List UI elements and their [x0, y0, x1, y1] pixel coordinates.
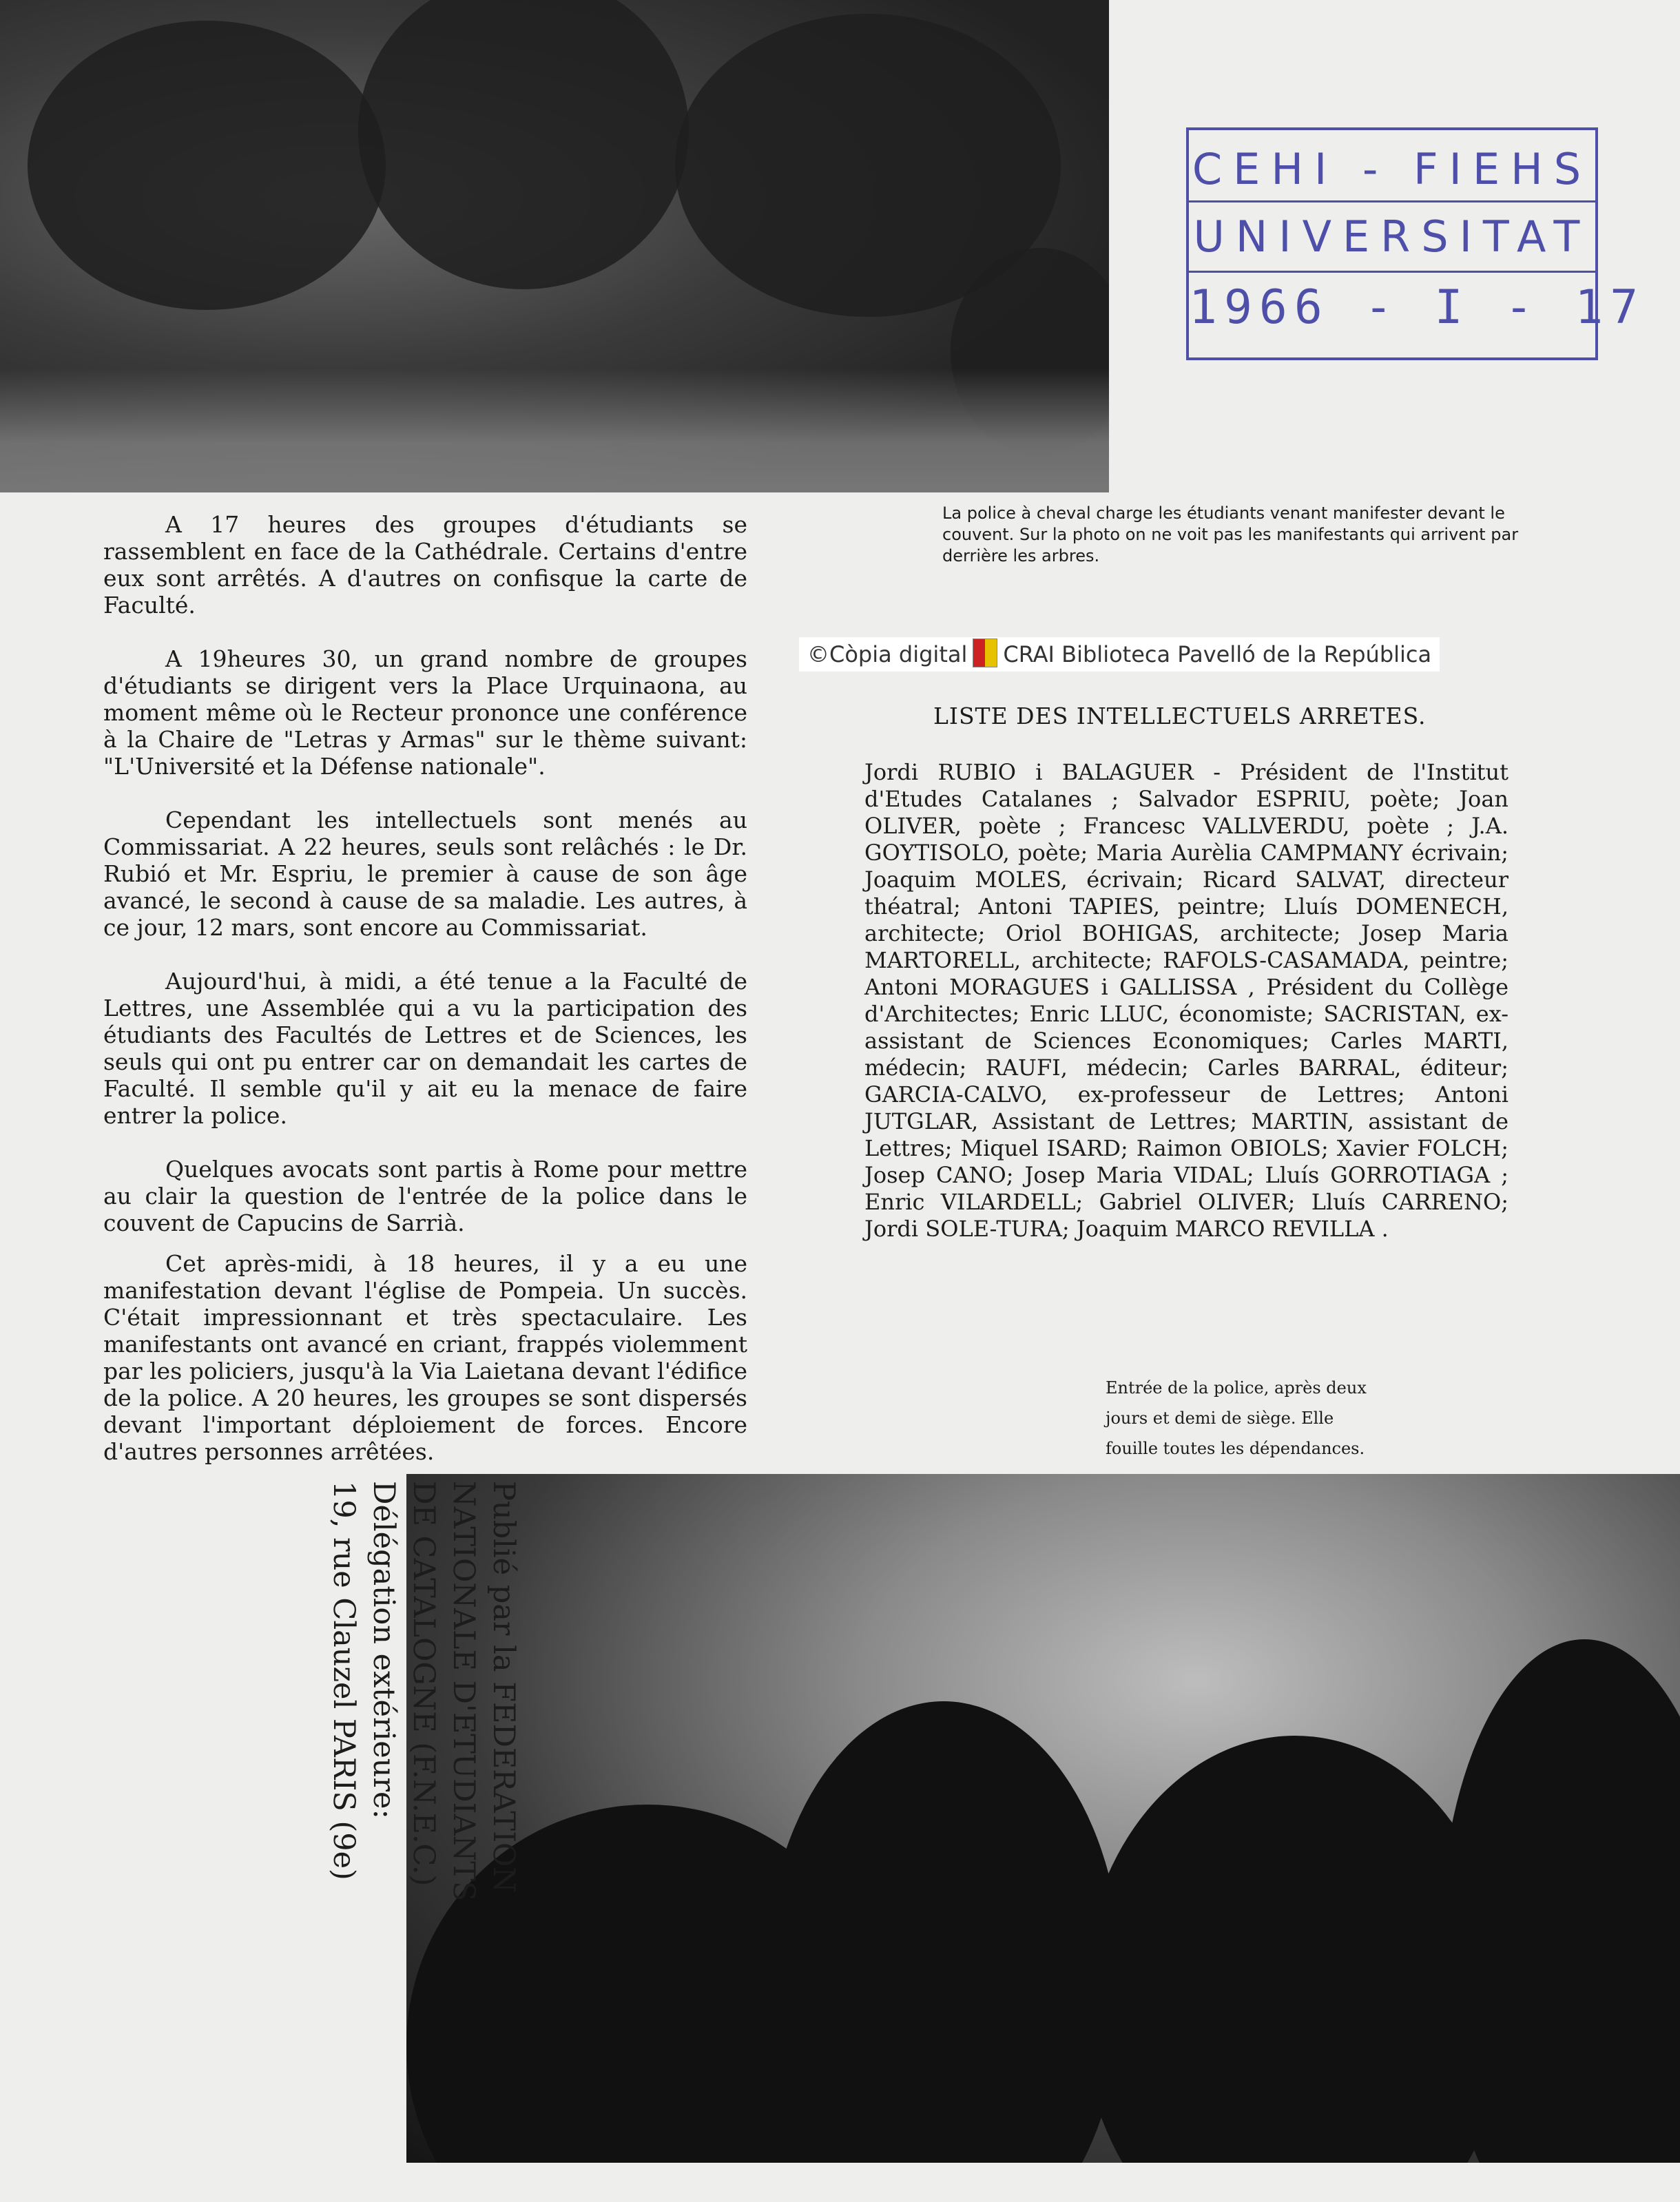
digital-copy-watermark — [799, 637, 1440, 672]
publisher-line: Publié par la FEDERATION — [486, 1481, 521, 1893]
photo-bottom-caption — [1106, 1373, 1409, 1464]
article-paragraph: Cet après-midi, à 18 heures, il y a eu une manifestation devant l'église de Pompeia. Un succès. C'était impressionnant et très spectaculaire. Les manifestants ont avancé en criant, frappés violemment par les policiers, jusqu'à la Via Laietana devant l'édifice de la police. A 20 heures, les groupes se sont dispersés devant l'important déploiement de forces. Encore d'autres personnes arrêtées. — [103, 1250, 747, 1465]
archive-stamp — [1186, 127, 1646, 360]
article-paragraph: Cependant les intellectuels sont menés au Commissariat. A 22 heures, seuls sont relâchés : le Dr. Rubió et Mr. Espriu, le premier à cause de son âge avancé, le second à cause de sa maladie. Les autres, à ce jour, 12 mars, sont encore au Commissariat. — [103, 807, 747, 941]
publisher-line: NATIONALE D'ETUDIANTS — [446, 1481, 481, 1902]
arrested-list-text: Jordi RUBIO i BALAGUER - Président de l'Institut d'Etudes Catalanes ; Salvador ESPRIU, poète; Joan OLIVER, poète ; Francesc VALLVERDU, poète ; J.A. GOYTISOLO, poète; Maria Aurèlia CAMPMANY écrivain; Joaquim MOLES, écrivain; Ricard SALVAT, directeur théatral; Antoni TAPIES, peintre; Lluís DOMENECH, architecte; Oriol BOHIGAS, architecte; Josep Maria MARTORELL, architecte; RAFOLS-CASAMADA, peintre; Antoni MORAGUES i GALLISSA , Président du Collège d'Architectes; Enric LLUC, économiste; SACRISTAN, ex-assistant de Sciences Economiques; Carles MARTI, médecin; RAUFI, médecin; Carles BARRAL, éditeur; GARCIA-CALVO, ex-professeur de Lettres; Antoni JUTGLAR, Assistant de Lettres; MARTIN, assistant de Lettres; Miquel ISARD; Raimon OBIOLS; Xavier FOLCH; Josep CANO; Josep Maria VIDAL; Lluís GORROTIAGA ; Enric VILARDELL; Gabriel OLIVER; Lluís CARRENO; Jordi SOLE-TURA; Joaquim MARCO REVILLA . — [864, 759, 1508, 1242]
publisher-line: Délégation extérieure: — [366, 1481, 401, 1819]
watermark-library: CRAI Biblioteca Pavelló de la República — [1003, 641, 1432, 667]
arrested-list-title: LISTE DES INTELLECTUELS ARRETES. — [933, 703, 1427, 729]
stamp-date: 1966 - I - 17 — [1189, 280, 1646, 335]
stamp-line-2: UNIVERSITAT — [1193, 211, 1591, 262]
crowd-silhouette — [1440, 1639, 1680, 2163]
library-crest-icon — [973, 638, 997, 667]
article-paragraph: A 17 heures des groupes d'étudiants se rassemblent en face de la Cathédrale. Certains d'entre eux sont arrêtés. A d'autres on confisque la carte de Faculté. — [103, 511, 747, 619]
stamp-line-1: CEHI - FIEHS — [1192, 144, 1593, 194]
caption-line: jours et demi de siège. Elle — [1106, 1409, 1334, 1428]
publisher-line: 19, rue Clauzel PARIS (9e) — [326, 1481, 361, 1880]
photo-snow-ground — [0, 368, 1109, 492]
publisher-block — [234, 1481, 523, 2170]
article-paragraph: A 19heures 30, un grand nombre de groupes d'étudiants se dirigent vers la Place Urquinaona, au moment même où le Recteur prononce une conférence à la Chaire de "Letras y Armas" sur le thème suivant: "L'Université et la Défense nationale". — [103, 645, 747, 780]
stamp-divider — [1189, 200, 1595, 202]
photo-police-entry — [406, 1474, 1680, 2163]
watermark-copyright: ©Còpia digital — [807, 641, 968, 667]
tree-silhouette — [358, 0, 689, 289]
caption-line: fouille toutes les dépendances. — [1106, 1439, 1365, 1458]
photo-police-cavalry — [0, 0, 1109, 492]
article-paragraph: Aujourd'hui, à midi, a été tenue a la Faculté de Lettres, une Assemblée qui a vu la participation des étudiants des Facultés de Lettres et de Sciences, les seuls qui ont pu entrer car on demandait les cartes de Faculté. Il semble qu'il y ait eu la menace de faire entrer la police. — [103, 968, 747, 1129]
caption-line: Entrée de la police, après deux — [1106, 1378, 1367, 1398]
tree-silhouette — [28, 21, 386, 310]
photo-top-caption: La police à cheval charge les étudiants venant manifester devant le couvent. Sur la photo on ne voit pas les manifestants qui arrivent par derrière les arbres. — [942, 503, 1519, 565]
publisher-line: DE CATALOGNE (F.N.E.C.) — [406, 1481, 441, 1887]
stamp-divider — [1189, 271, 1595, 273]
article-left-column — [103, 511, 747, 1492]
article-paragraph: Quelques avocats sont partis à Rome pour mettre au clair la question de l'entrée de la police dans le couvent de Capucins de Sarrià. — [103, 1156, 747, 1236]
crowd-silhouette — [765, 1701, 1123, 2163]
